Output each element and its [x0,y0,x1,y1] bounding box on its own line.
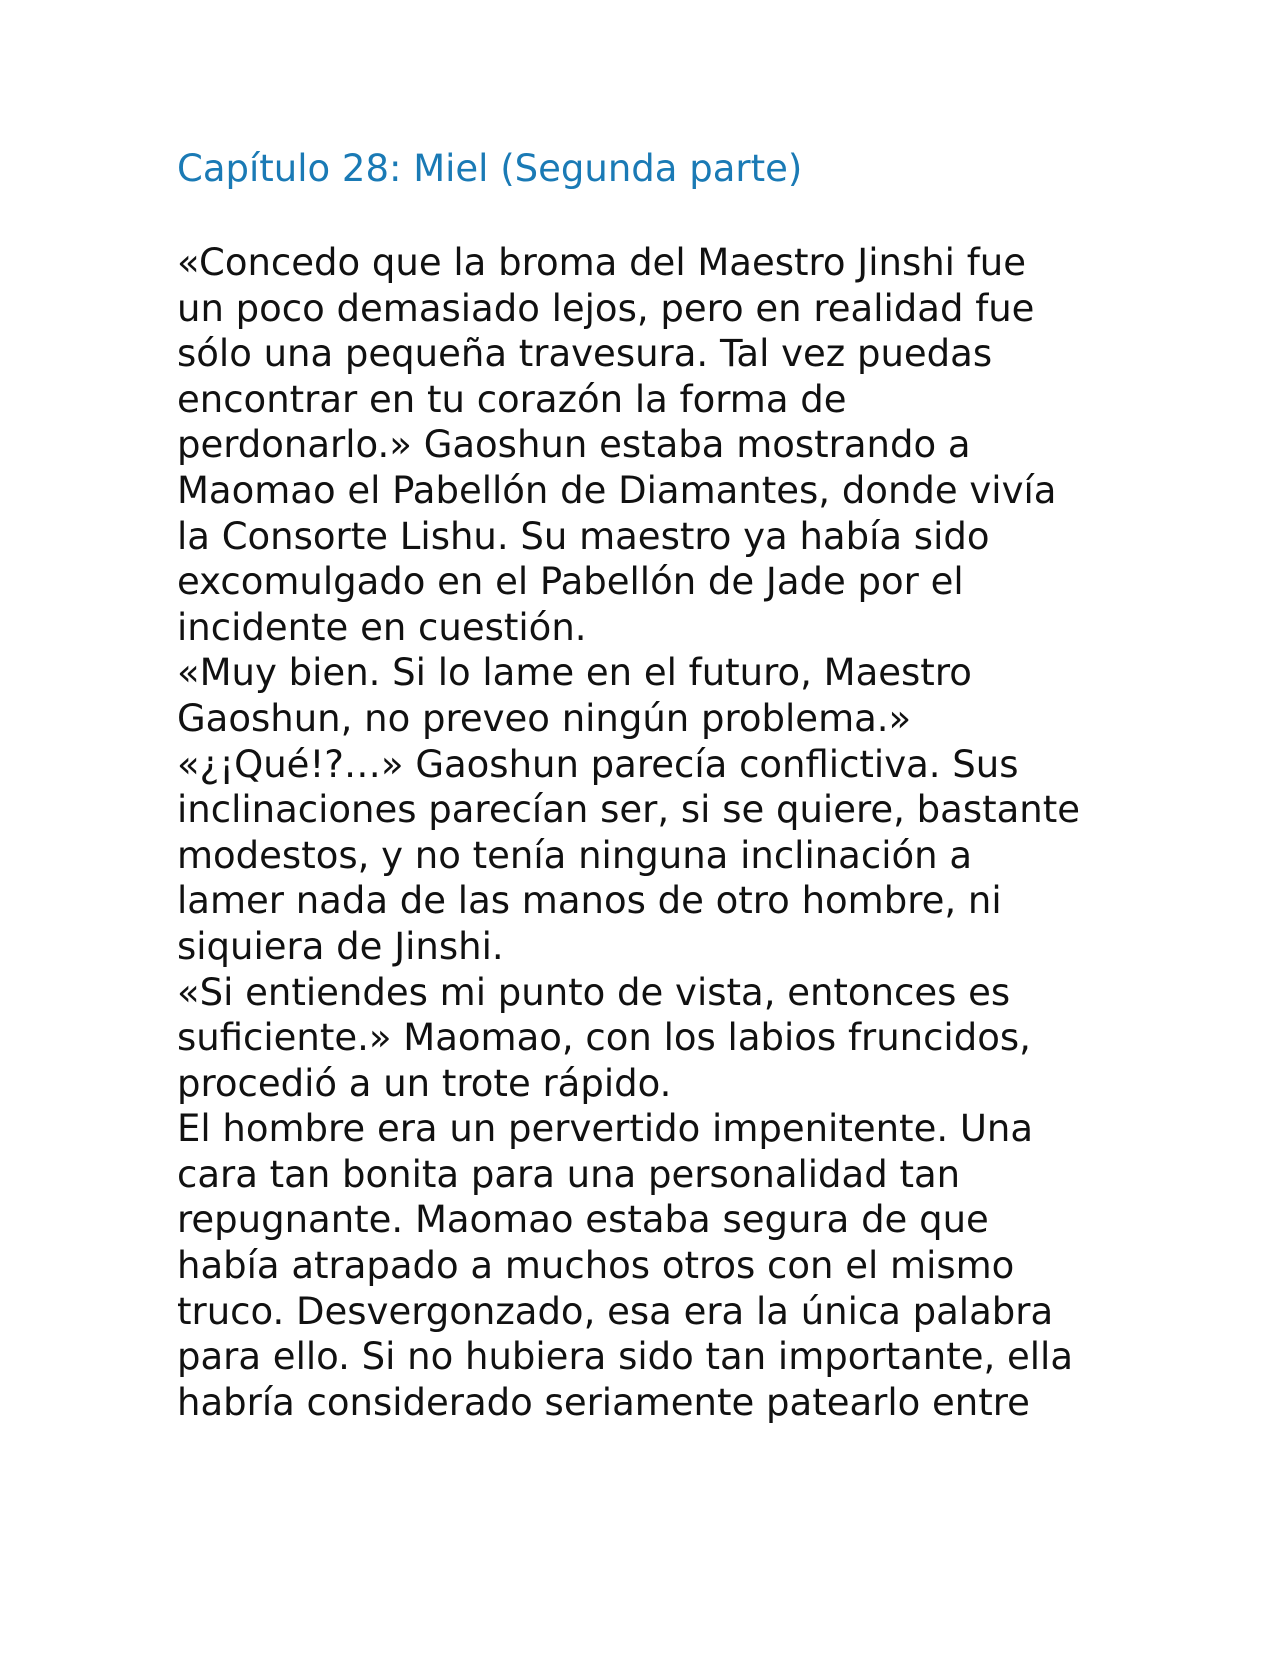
text-line: procedió a un trote rápido. [177,1061,672,1105]
text-line: Maomao el Pabellón de Diamantes, donde vivía [177,468,1057,512]
text-line: El hombre era un pervertido impenitente. Una [177,1107,1034,1151]
text-line: había atrapado a muchos otros con el mismo [177,1244,1015,1288]
text-line: lamer nada de las manos de otro hombre, ni [177,879,1002,923]
chapter-title: Capítulo 28: Miel (Segunda parte) [177,147,803,190]
text-line: «¿¡Qué!?…» Gaoshun parecía conflictiva. Sus [177,742,1019,786]
text-line: sólo una pequeña travesura. Tal vez puedas [177,332,993,376]
text-line: excomulgado en el Pabellón de Jade por el [177,560,964,604]
text-line: la Consorte Lishu. Su maestro ya había sido [177,514,990,558]
text-line: perdonarlo.» Gaoshun estaba mostrando a [177,423,971,467]
text-line: encontrar en tu corazón la forma de [177,377,847,421]
text-line: inclinaciones parecían ser, si se quiere, bastante [177,788,1080,832]
chapter-body [177,240,1080,1425]
text-line: repugnante. Maomao estaba segura de que [177,1198,989,1242]
text-line: «Concedo que la broma del Maestro Jinshi fue [177,241,1026,284]
text-line: «Si entiendes mi punto de vista, entonces es [177,970,1011,1014]
text-line: Gaoshun, no preveo ningún problema.» [177,696,912,740]
text-line: para ello. Si no hubiera sido tan importante, ella [177,1335,1074,1379]
text-line: siquiera de Jinshi. [177,924,504,968]
text-line: cara tan bonita para una personalidad tan [177,1152,961,1196]
text-line: un poco demasiado lejos, pero en realidad fue [177,286,1035,330]
text-line: modestos, y no tenía ninguna inclinación a [177,833,972,877]
text-line: «Muy bien. Si lo lame en el futuro, Maestro [177,651,972,695]
text-line: incidente en cuestión. [177,605,587,649]
text-line: habría considerado seriamente patearlo entre [177,1380,1030,1424]
text-line: suficiente.» Maomao, con los labios fruncidos, [177,1016,1031,1060]
text-line: truco. Desvergonzado, esa era la única palabra [177,1289,1054,1333]
